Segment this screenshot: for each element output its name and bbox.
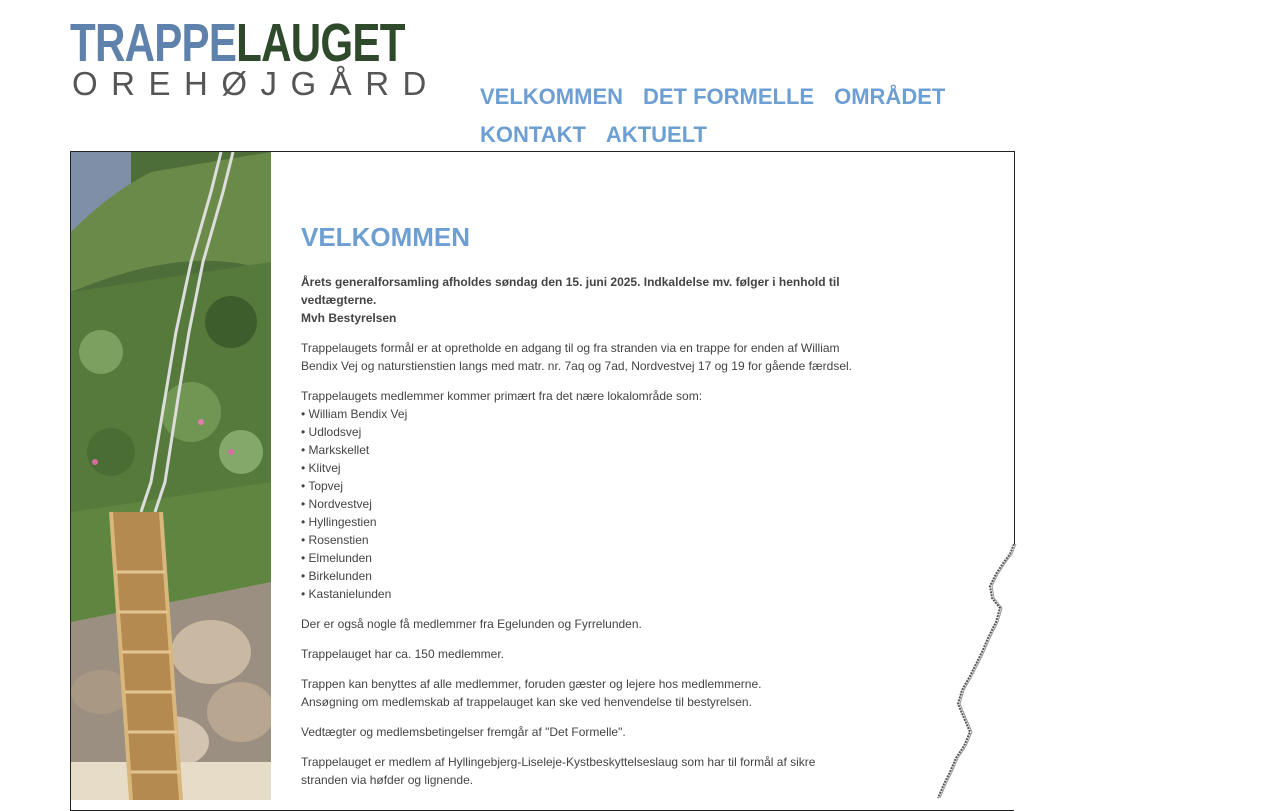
- nav-item-velkommen[interactable]: VELKOMMEN: [480, 84, 623, 109]
- logo-subtitle: OREHØJGÅRD: [72, 65, 440, 102]
- list-item: • Nordvestvej: [301, 497, 372, 511]
- members-intro: Trappelaugets medlemmer kommer primært fra det nære lokalområde som:: [301, 389, 703, 403]
- list-item: • Rosenstien: [301, 533, 369, 547]
- member-count-text: Trappelauget har ca. 150 medlemmer.: [301, 647, 504, 661]
- site-logo[interactable]: [70, 13, 440, 102]
- list-item: • William Bendix Vej: [301, 407, 408, 421]
- announcement-signature: Mvh Bestyrelsen: [301, 311, 397, 325]
- list-item: • Udlodsvej: [301, 425, 362, 439]
- nav-item-kontakt[interactable]: KONTAKT: [480, 122, 586, 147]
- list-item: • Elmelunden: [301, 551, 372, 565]
- staircase-photo: [71, 152, 271, 800]
- main-content: [301, 222, 861, 801]
- street-list: [301, 405, 861, 603]
- list-item: • Topvej: [301, 479, 344, 493]
- statutes-text: Vedtægter og medlemsbetingelser fremgår af "Det Formelle".: [301, 725, 626, 739]
- nav-item-omraadet[interactable]: OMRÅDET: [834, 84, 946, 109]
- few-members-text: Der er også nogle få medlemmer fra Egelunden og Fyrrelunden.: [301, 617, 642, 631]
- list-item: • Birkelunden: [301, 569, 372, 583]
- nav-item-aktuelt[interactable]: AKTUELT: [605, 122, 707, 147]
- torn-edge-decoration: [930, 540, 1020, 800]
- announcement: [301, 273, 861, 327]
- content-frame-right-border: [1014, 151, 1015, 544]
- nav-item-det-formelle[interactable]: DET FORMELLE: [643, 84, 815, 109]
- usage-line-2: Ansøgning om medlemskab af trappelauget kan ske ved henvendelse til bestyrelsen.: [301, 695, 752, 709]
- list-item: • Kastanielunden: [301, 587, 392, 601]
- page-title: VELKOMMEN: [301, 222, 470, 252]
- usage-text: [301, 675, 861, 711]
- usage-line-1: Trappen kan benyttes af alle medlemmer, foruden gæster og lejere hos medlemmerne.: [301, 677, 762, 691]
- purpose-text: Trappelaugets formål er at opretholde en adgang til og fra stranden via en trappe for enden af William Bendix Vej og naturstienstien langs med matr. nr. 7aq og 7ad, Nordvestvej 17 og 19 for gående færdsel.: [301, 341, 853, 373]
- coastal-protection-text: Trappelauget er medlem af Hyllingebjerg-Liseleje-Kystbeskyttelseslaug som har til formål af sikre stranden via høfder og lignende.: [301, 755, 816, 787]
- logo-title: TRAPPELAUGET: [70, 13, 405, 73]
- announcement-text: Årets generalforsamling afholdes søndag den 15. juni 2025. Indkaldelse mv. følger i henhold til vedtægterne.: [301, 275, 840, 307]
- list-item: • Hyllingestien: [301, 515, 377, 529]
- members-section: [301, 387, 861, 603]
- main-navigation: [480, 78, 1020, 154]
- list-item: • Klitvej: [301, 461, 341, 475]
- list-item: • Markskellet: [301, 443, 370, 457]
